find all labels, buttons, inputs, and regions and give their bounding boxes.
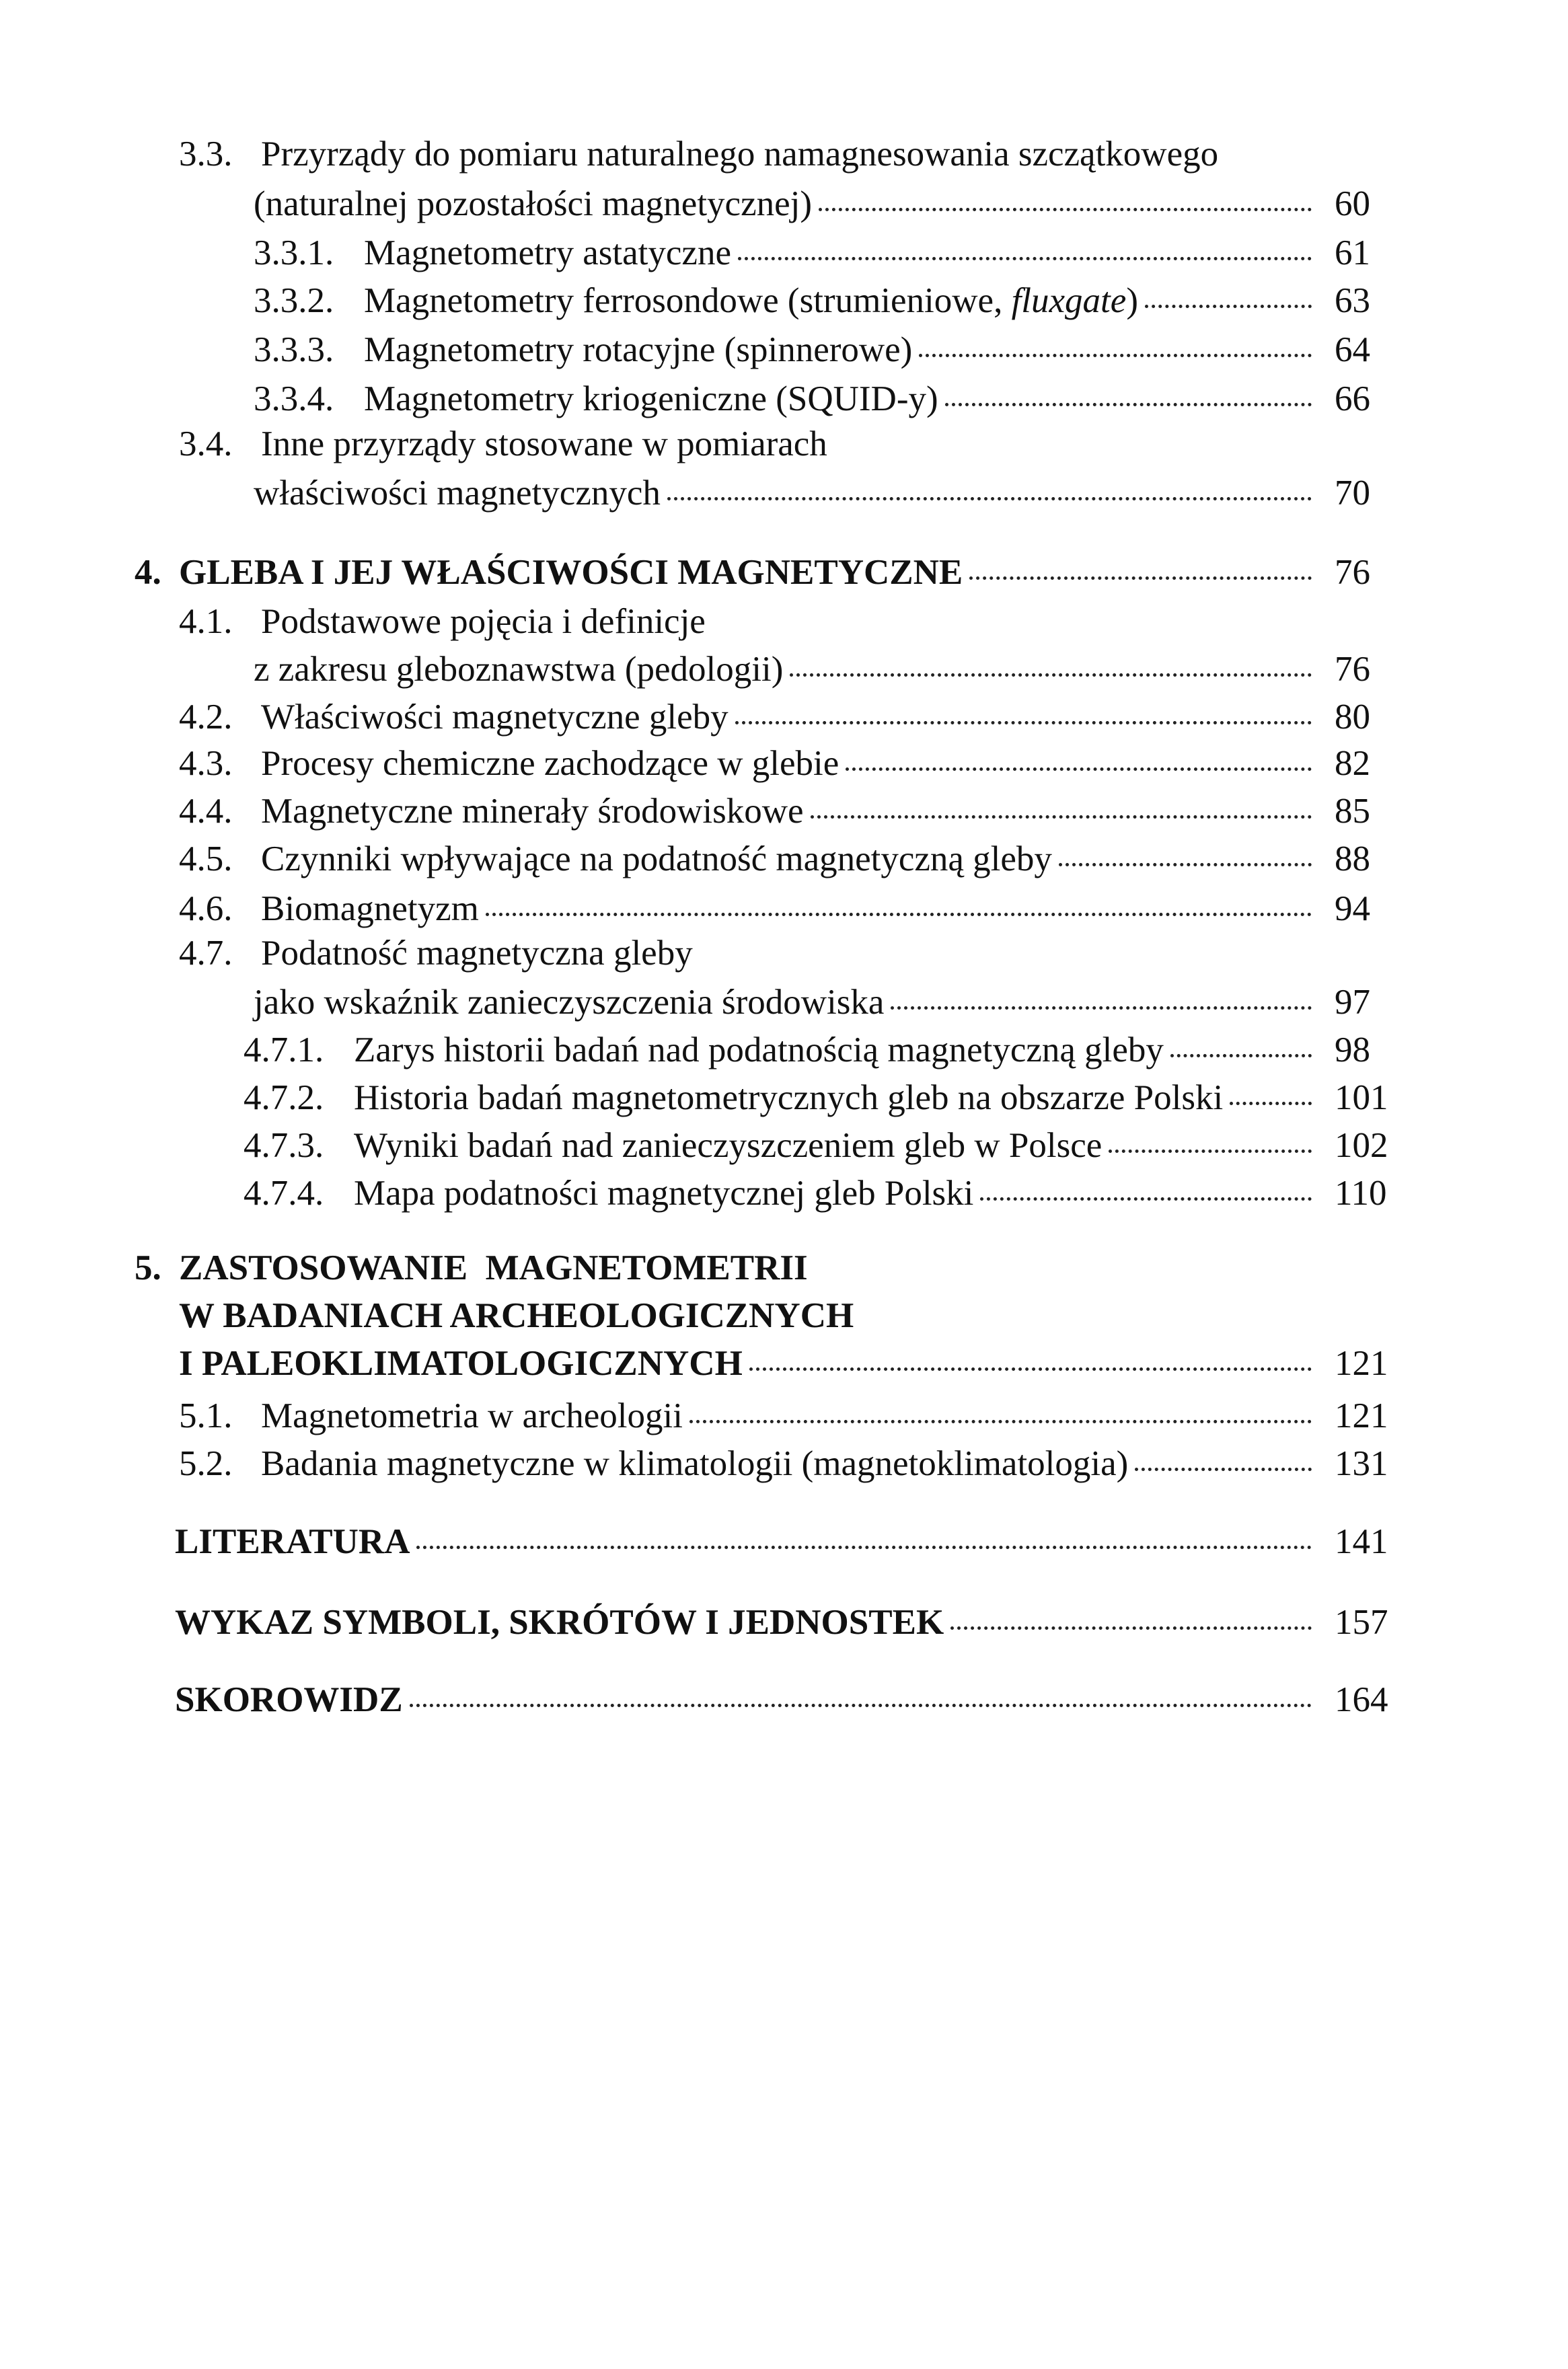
toc-entry-4-6 (179, 887, 1399, 931)
entry-number: 3.4. (179, 424, 233, 463)
page-number: 61 (1335, 233, 1370, 272)
entry-number: 3.3.2. (254, 281, 334, 320)
page-number: 64 (1335, 330, 1370, 369)
toc-entry-3-3 (179, 132, 1218, 176)
toc-literatura (175, 1519, 1399, 1564)
page-number: 94 (1335, 889, 1370, 928)
toc-entry-4-7-1 (244, 1028, 1399, 1072)
page-number: 76 (1335, 553, 1370, 592)
toc-entry-4-2 (179, 695, 1399, 739)
entry-title: Czynniki wpływające na podatność magnetyczną gleby (261, 839, 1052, 878)
dot-leader (416, 1546, 1312, 1549)
entry-number: 5.2. (179, 1444, 233, 1483)
toc-entry-3-4 (179, 422, 827, 466)
page-number: 70 (1335, 474, 1370, 513)
section-title: SKOROWIDZ (175, 1680, 403, 1719)
entry-title: Magnetometry kriogeniczne (SQUID-y) (364, 379, 938, 418)
toc-chapter-4 (135, 550, 1399, 595)
page-number: 76 (1335, 650, 1370, 689)
entry-title: Przyrządy do pomiaru naturalnego namagnesowania szczątkowego (261, 135, 1219, 174)
dot-leader (790, 673, 1312, 677)
toc-entry-4-1-cont (254, 647, 1399, 691)
title-end: ) (1126, 281, 1138, 320)
entry-title: Mapa podatności magnetycznej gleb Polski (354, 1174, 974, 1213)
entry-number: 4.4. (179, 792, 233, 831)
toc-entry-4-7-2 (244, 1076, 1399, 1120)
entry-title: Wyniki badań nad zanieczyszczeniem gleb w Polsce (354, 1126, 1103, 1165)
entry-title: Magnetometry astatyczne (364, 233, 731, 272)
toc-entry-4-3 (179, 741, 1399, 786)
entry-title: właściwości magnetycznych (254, 474, 661, 513)
dot-leader (667, 497, 1312, 500)
entry-title: Magnetometry rotacyjne (spinnerowe) (364, 330, 913, 369)
dot-leader (919, 354, 1312, 357)
entry-number: 3.3.1. (254, 233, 334, 272)
page-number: 82 (1335, 744, 1370, 783)
toc-entry-4-4 (179, 789, 1399, 833)
dot-leader (846, 767, 1312, 771)
dot-leader (410, 1704, 1312, 1707)
toc-wykaz (175, 1600, 1399, 1645)
section-title: WYKAZ SYMBOLI, SKRÓTÓW I JEDNOSTEK (175, 1603, 944, 1642)
entry-title: Badania magnetyczne w klimatologii (magnetoklimatologia) (261, 1444, 1129, 1483)
entry-title: Procesy chemiczne zachodzące w glebie (261, 744, 839, 783)
page-number: 121 (1335, 1396, 1388, 1435)
page-number: 85 (1335, 792, 1370, 831)
toc-entry-4-7 (179, 931, 693, 975)
dot-leader (950, 1626, 1312, 1630)
page-number: 97 (1335, 983, 1370, 1022)
section-title: LITERATURA (175, 1522, 410, 1561)
page-number: 63 (1335, 281, 1370, 320)
entry-number: 4.1. (179, 602, 233, 641)
entry-number: 5.1. (179, 1396, 233, 1435)
entry-number: 4.7. (179, 934, 233, 973)
page-number: 88 (1335, 839, 1370, 878)
entry-title (364, 278, 1138, 323)
page-number: 141 (1335, 1522, 1388, 1561)
entry-number: 4.7.1. (244, 1030, 324, 1069)
toc-entry-4-7-3 (244, 1123, 1399, 1168)
dot-leader (486, 913, 1312, 916)
dot-leader (1170, 1054, 1312, 1057)
toc-chapter-5 (135, 1246, 808, 1290)
toc-entry-3-3-cont (254, 182, 1399, 226)
toc-entry-3-3-2 (254, 278, 1399, 323)
page-number: 101 (1335, 1078, 1388, 1117)
entry-title: Podatność magnetyczna gleby (261, 934, 693, 973)
dot-leader (811, 815, 1312, 819)
entry-title: Historia badań magnetometrycznych gleb na obszarze Polski (354, 1078, 1224, 1117)
toc-entry-3-3-4 (254, 377, 1399, 421)
entry-title: jako wskaźnik zanieczyszczenia środowiska (254, 983, 885, 1022)
entry-number: 4.2. (179, 698, 233, 737)
toc-entry-3-3-3 (254, 328, 1399, 372)
toc-entry-4-5 (179, 837, 1399, 881)
dot-leader (1059, 863, 1312, 866)
toc-entry-4-7-cont (254, 980, 1399, 1024)
title-text: Magnetometry ferrosondowe (strumieniowe, (364, 281, 1012, 320)
entry-title: (naturalnej pozostałości magnetycznej) (254, 184, 812, 223)
dot-leader (1230, 1102, 1312, 1105)
toc-entry-5-1 (179, 1394, 1399, 1438)
entry-number: 3.3.3. (254, 330, 334, 369)
entry-number: 4.5. (179, 839, 233, 878)
entry-number: 3.3.4. (254, 379, 334, 418)
entry-title: Zarys historii badań nad podatnością magnetyczną gleby (354, 1030, 1164, 1069)
chapter-title: ZASTOSOWANIE MAGNETOMETRII (179, 1248, 808, 1287)
page-number: 98 (1335, 1030, 1370, 1069)
entry-number: 3.3. (179, 135, 233, 174)
entry-number: 4.7.4. (244, 1174, 324, 1213)
dot-leader (749, 1367, 1312, 1371)
entry-title: Magnetyczne minerały środowiskowe (261, 792, 804, 831)
entry-number: 4.7.2. (244, 1078, 324, 1117)
toc-entry-4-7-4 (244, 1171, 1399, 1215)
page-number: 110 (1335, 1174, 1387, 1213)
dot-leader (969, 576, 1312, 580)
page-number: 60 (1335, 184, 1370, 223)
toc-skorowidz (175, 1678, 1399, 1722)
dot-leader (735, 721, 1312, 724)
toc-entry-4-1 (179, 599, 706, 644)
entry-title: Podstawowe pojęcia i definicje (261, 602, 706, 641)
entry-title: Biomagnetyzm (261, 889, 479, 928)
entry-number: 4.3. (179, 744, 233, 783)
toc-entry-3-4-cont (254, 471, 1399, 515)
page-number: 157 (1335, 1603, 1388, 1642)
page-number: 121 (1335, 1344, 1388, 1383)
dot-leader (1109, 1150, 1312, 1153)
title-italic: fluxgate (1011, 281, 1127, 320)
dot-leader (945, 403, 1312, 406)
chapter-title: W BADANIACH ARCHEOLOGICZNYCH (179, 1296, 854, 1335)
page-number: 66 (1335, 379, 1370, 418)
dot-leader (738, 257, 1312, 260)
toc-entry-5-2 (179, 1441, 1399, 1486)
dot-leader (819, 208, 1312, 211)
chapter-number: 4. (135, 553, 161, 592)
entry-title: z zakresu gleboznawstwa (pedologii) (254, 650, 784, 689)
page-number: 131 (1335, 1444, 1388, 1483)
page-number: 102 (1335, 1126, 1388, 1165)
dot-leader (1145, 305, 1312, 308)
toc-chapter-5-cont2 (179, 1341, 1399, 1386)
toc-entry-3-3-1 (254, 231, 1399, 275)
chapter-number: 5. (135, 1248, 161, 1287)
entry-title: Inne przyrządy stosowane w pomiarach (261, 424, 827, 463)
entry-title: Właściwości magnetyczne gleby (261, 698, 729, 737)
dot-leader (1135, 1468, 1312, 1471)
entry-number: 4.7.3. (244, 1126, 324, 1165)
page-number: 80 (1335, 698, 1370, 737)
dot-leader (891, 1006, 1312, 1010)
page-number: 164 (1335, 1680, 1388, 1719)
entry-title: Magnetometria w archeologii (261, 1396, 683, 1435)
chapter-title: GLEBA I JEJ WŁAŚCIWOŚCI MAGNETYCZNE (179, 553, 963, 592)
dot-leader (980, 1197, 1312, 1201)
chapter-title: I PALEOKLIMATOLOGICZNYCH (179, 1344, 743, 1383)
entry-number: 4.6. (179, 889, 233, 928)
toc-chapter-5-cont1 (179, 1293, 854, 1338)
dot-leader (689, 1420, 1312, 1423)
